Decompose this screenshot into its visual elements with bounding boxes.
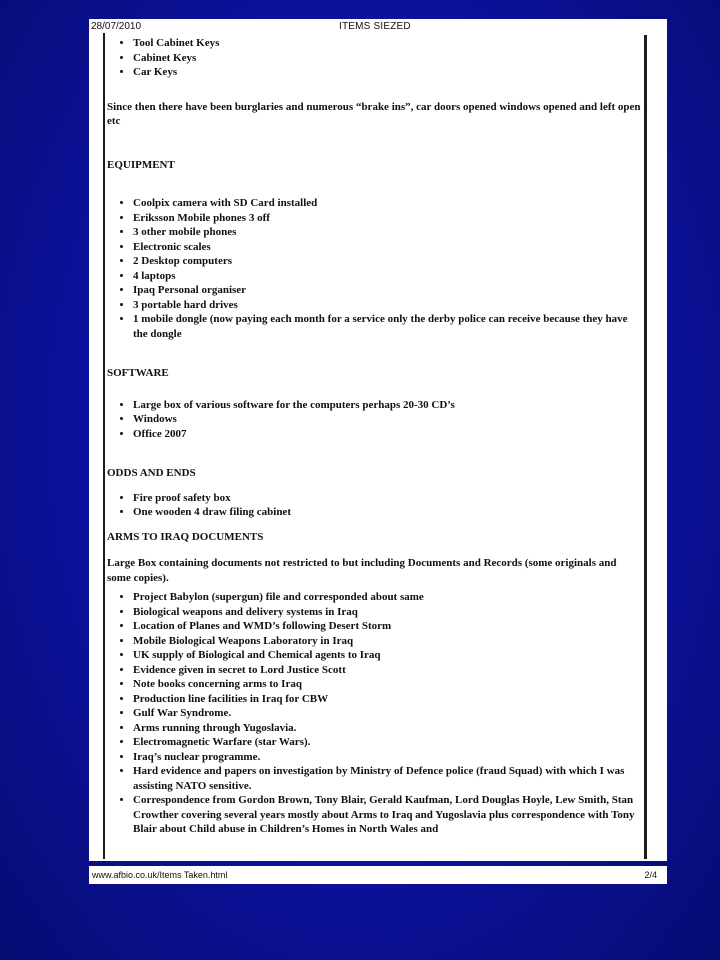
odds-heading: ODDS AND ENDS bbox=[107, 467, 196, 479]
list-item: • Iraq’s nuclear programme. bbox=[133, 750, 641, 765]
list-item: • Production line facilities in Iraq for CBW bbox=[133, 692, 641, 707]
list-item: • Tool Cabinet Keys bbox=[133, 36, 641, 51]
list-item: • Fire proof safety box bbox=[133, 491, 641, 506]
footer-url[interactable]: www.afbio.co.uk/Items Taken.html bbox=[92, 870, 228, 880]
equipment-list bbox=[107, 196, 641, 341]
software-list bbox=[107, 398, 641, 442]
list-item: • Biological weapons and delivery systems in Iraq bbox=[133, 605, 641, 620]
list-item: • Evidence given in secret to Lord Justice Scott bbox=[133, 663, 641, 678]
list-item: • Correspondence from Gordon Brown, Tony Blair, Gerald Kaufman, Lord Douglas Hoyle, Lew Smith, Stan Crowther covering several years mostly about Arms to Iraq and Yugoslavia plus correspondence with Tony Blair about Child abuse in Children’s Homes in North Wales and bbox=[133, 793, 641, 837]
arms-intro: Large Box containing documents not restricted to but including Documents and Records (some originals and some copies). bbox=[107, 557, 617, 584]
list-item: • Ipaq Personal organiser bbox=[133, 283, 641, 298]
right-border-line bbox=[644, 35, 647, 859]
footer-page-number: 2/4 bbox=[644, 870, 657, 880]
burglary-paragraph: Since then there have been burglaries and numerous “brake ins”, car doors opened windows opened and left open etc bbox=[107, 100, 641, 127]
list-item: • Location of Planes and WMD’s following Desert Storm bbox=[133, 619, 641, 634]
list-item: • Office 2007 bbox=[133, 427, 641, 442]
list-item: • Cabinet Keys bbox=[133, 51, 641, 66]
list-item: • Note books concerning arms to Iraq bbox=[133, 677, 641, 692]
equipment-heading: EQUIPMENT bbox=[107, 158, 175, 171]
list-item: • 2 Desktop computers bbox=[133, 254, 641, 269]
list-item: • One wooden 4 draw filing cabinet bbox=[133, 505, 641, 520]
list-item: • 3 other mobile phones bbox=[133, 225, 641, 240]
list-item: • 3 portable hard drives bbox=[133, 298, 641, 313]
list-item: • 1 mobile dongle (now paying each month for a service only the derby police can receive because they have the dongle bbox=[133, 312, 641, 341]
list-item: • Arms running through Yugoslavia. bbox=[133, 721, 641, 736]
list-item: • Eriksson Mobile phones 3 off bbox=[133, 211, 641, 226]
arms-list bbox=[107, 590, 641, 837]
odds-list bbox=[107, 491, 641, 520]
list-item: • 4 laptops bbox=[133, 269, 641, 284]
list-item: • Large box of various software for the computers perhaps 20-30 CD’s bbox=[133, 398, 641, 413]
list-item: • Gulf War Syndrome. bbox=[133, 706, 641, 721]
list-item: • UK supply of Biological and Chemical agents to Iraq bbox=[133, 648, 641, 663]
document-content bbox=[107, 36, 641, 837]
header-date: 28/07/2010 bbox=[91, 21, 142, 32]
software-heading: SOFTWARE bbox=[107, 367, 169, 379]
list-item: • Electronic scales bbox=[133, 240, 641, 255]
list-item: • Windows bbox=[133, 412, 641, 427]
header-title: ITEMS SIEZED bbox=[339, 21, 411, 32]
list-item: • Electromagnetic Warfare (star Wars). bbox=[133, 735, 641, 750]
list-item: • Project Babylon (supergun) file and corresponded about same bbox=[133, 590, 641, 605]
list-item: • Mobile Biological Weapons Laboratory in Iraq bbox=[133, 634, 641, 649]
page-footer bbox=[89, 866, 667, 884]
keys-list bbox=[107, 36, 641, 80]
left-border-line bbox=[103, 33, 105, 859]
document-page bbox=[89, 19, 667, 861]
arms-heading: ARMS TO IRAQ DOCUMENTS bbox=[107, 530, 264, 543]
list-item: • Car Keys bbox=[133, 65, 641, 80]
list-item: • Hard evidence and papers on investigation by Ministry of Defence police (fraud Squad) with which I was assisting NATO sensitive. bbox=[133, 764, 641, 793]
list-item: • Coolpix camera with SD Card installed bbox=[133, 196, 641, 211]
